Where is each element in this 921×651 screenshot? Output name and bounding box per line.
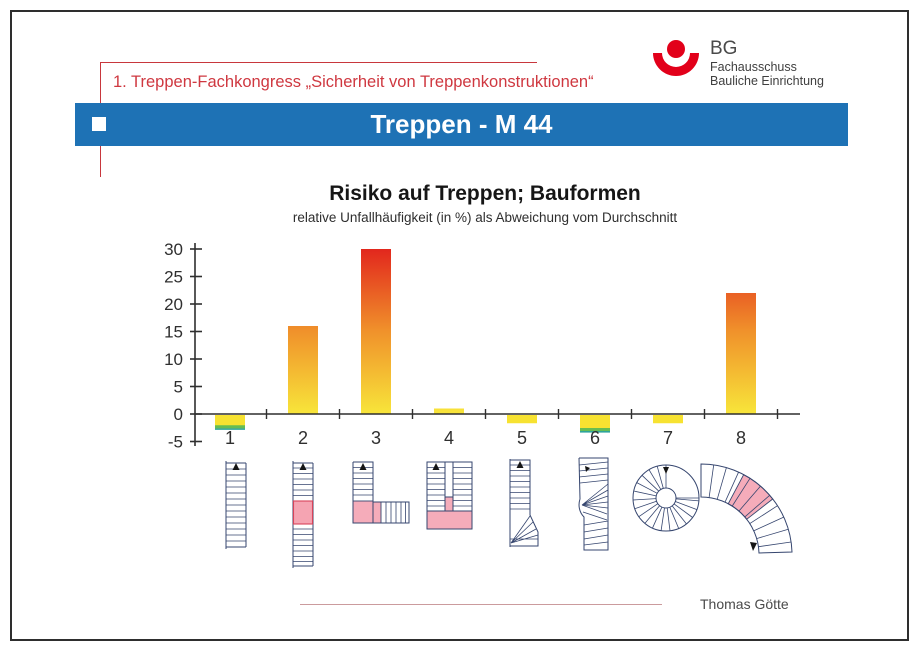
y-tick-25: 25 [164, 267, 183, 287]
bar-7 [653, 415, 683, 423]
y-tick-10: 10 [164, 350, 183, 369]
logo-line-1: Fachausschuss [710, 59, 797, 74]
y-tick-30: 30 [164, 240, 183, 259]
congress-subtitle: 1. Treppen-Fachkongress „Sicherheit von Treppenkonstruktionen“ [113, 73, 594, 91]
bar-5 [507, 415, 537, 423]
chart-subtitle: relative Unfallhäufigkeit (in %) als Abweichung vom Durchschnitt [292, 210, 678, 225]
y-tick-15: 15 [164, 322, 183, 342]
bar-2 [288, 326, 318, 414]
curved-arc-stair-icon [690, 454, 793, 560]
x-label-1: 1 [224, 428, 236, 448]
straight-flight-stair-icon [224, 461, 248, 549]
footer-rule [300, 604, 662, 605]
bar-3 [361, 249, 391, 414]
stair-with-winders-in-middle-icon [577, 457, 611, 552]
y-tick-20: 20 [164, 295, 183, 314]
x-label-2: 2 [297, 428, 309, 448]
straight-stair-winders-at-bottom-icon [507, 459, 541, 548]
x-label-4: 4 [443, 428, 455, 448]
l-shaped-stair-with-landing-icon [352, 461, 410, 524]
bar-8 [726, 293, 756, 414]
logo-org-name: BG [710, 38, 738, 59]
bar-4 [434, 409, 464, 415]
x-label-7: 7 [662, 428, 674, 448]
slide-title: Treppen - M 44 [370, 109, 553, 139]
logo-line-2: Bauliche Einrichtung [710, 74, 824, 89]
y-tick-0: 0 [173, 405, 183, 424]
x-label-6: 6 [589, 428, 601, 448]
chart-title: Risiko auf Treppen; Bauformen [329, 182, 641, 205]
y-tick-5: 5 [173, 377, 183, 397]
author-name: Thomas Götte [700, 596, 789, 612]
x-label-3: 3 [370, 428, 382, 448]
u-shaped-stair-with-landing-icon [426, 461, 473, 530]
x-label-8: 8 [735, 428, 747, 448]
straight-stair-with-landing-icon [292, 461, 314, 568]
y-tick--5: -5 [167, 432, 183, 452]
x-label-5: 5 [516, 428, 528, 448]
